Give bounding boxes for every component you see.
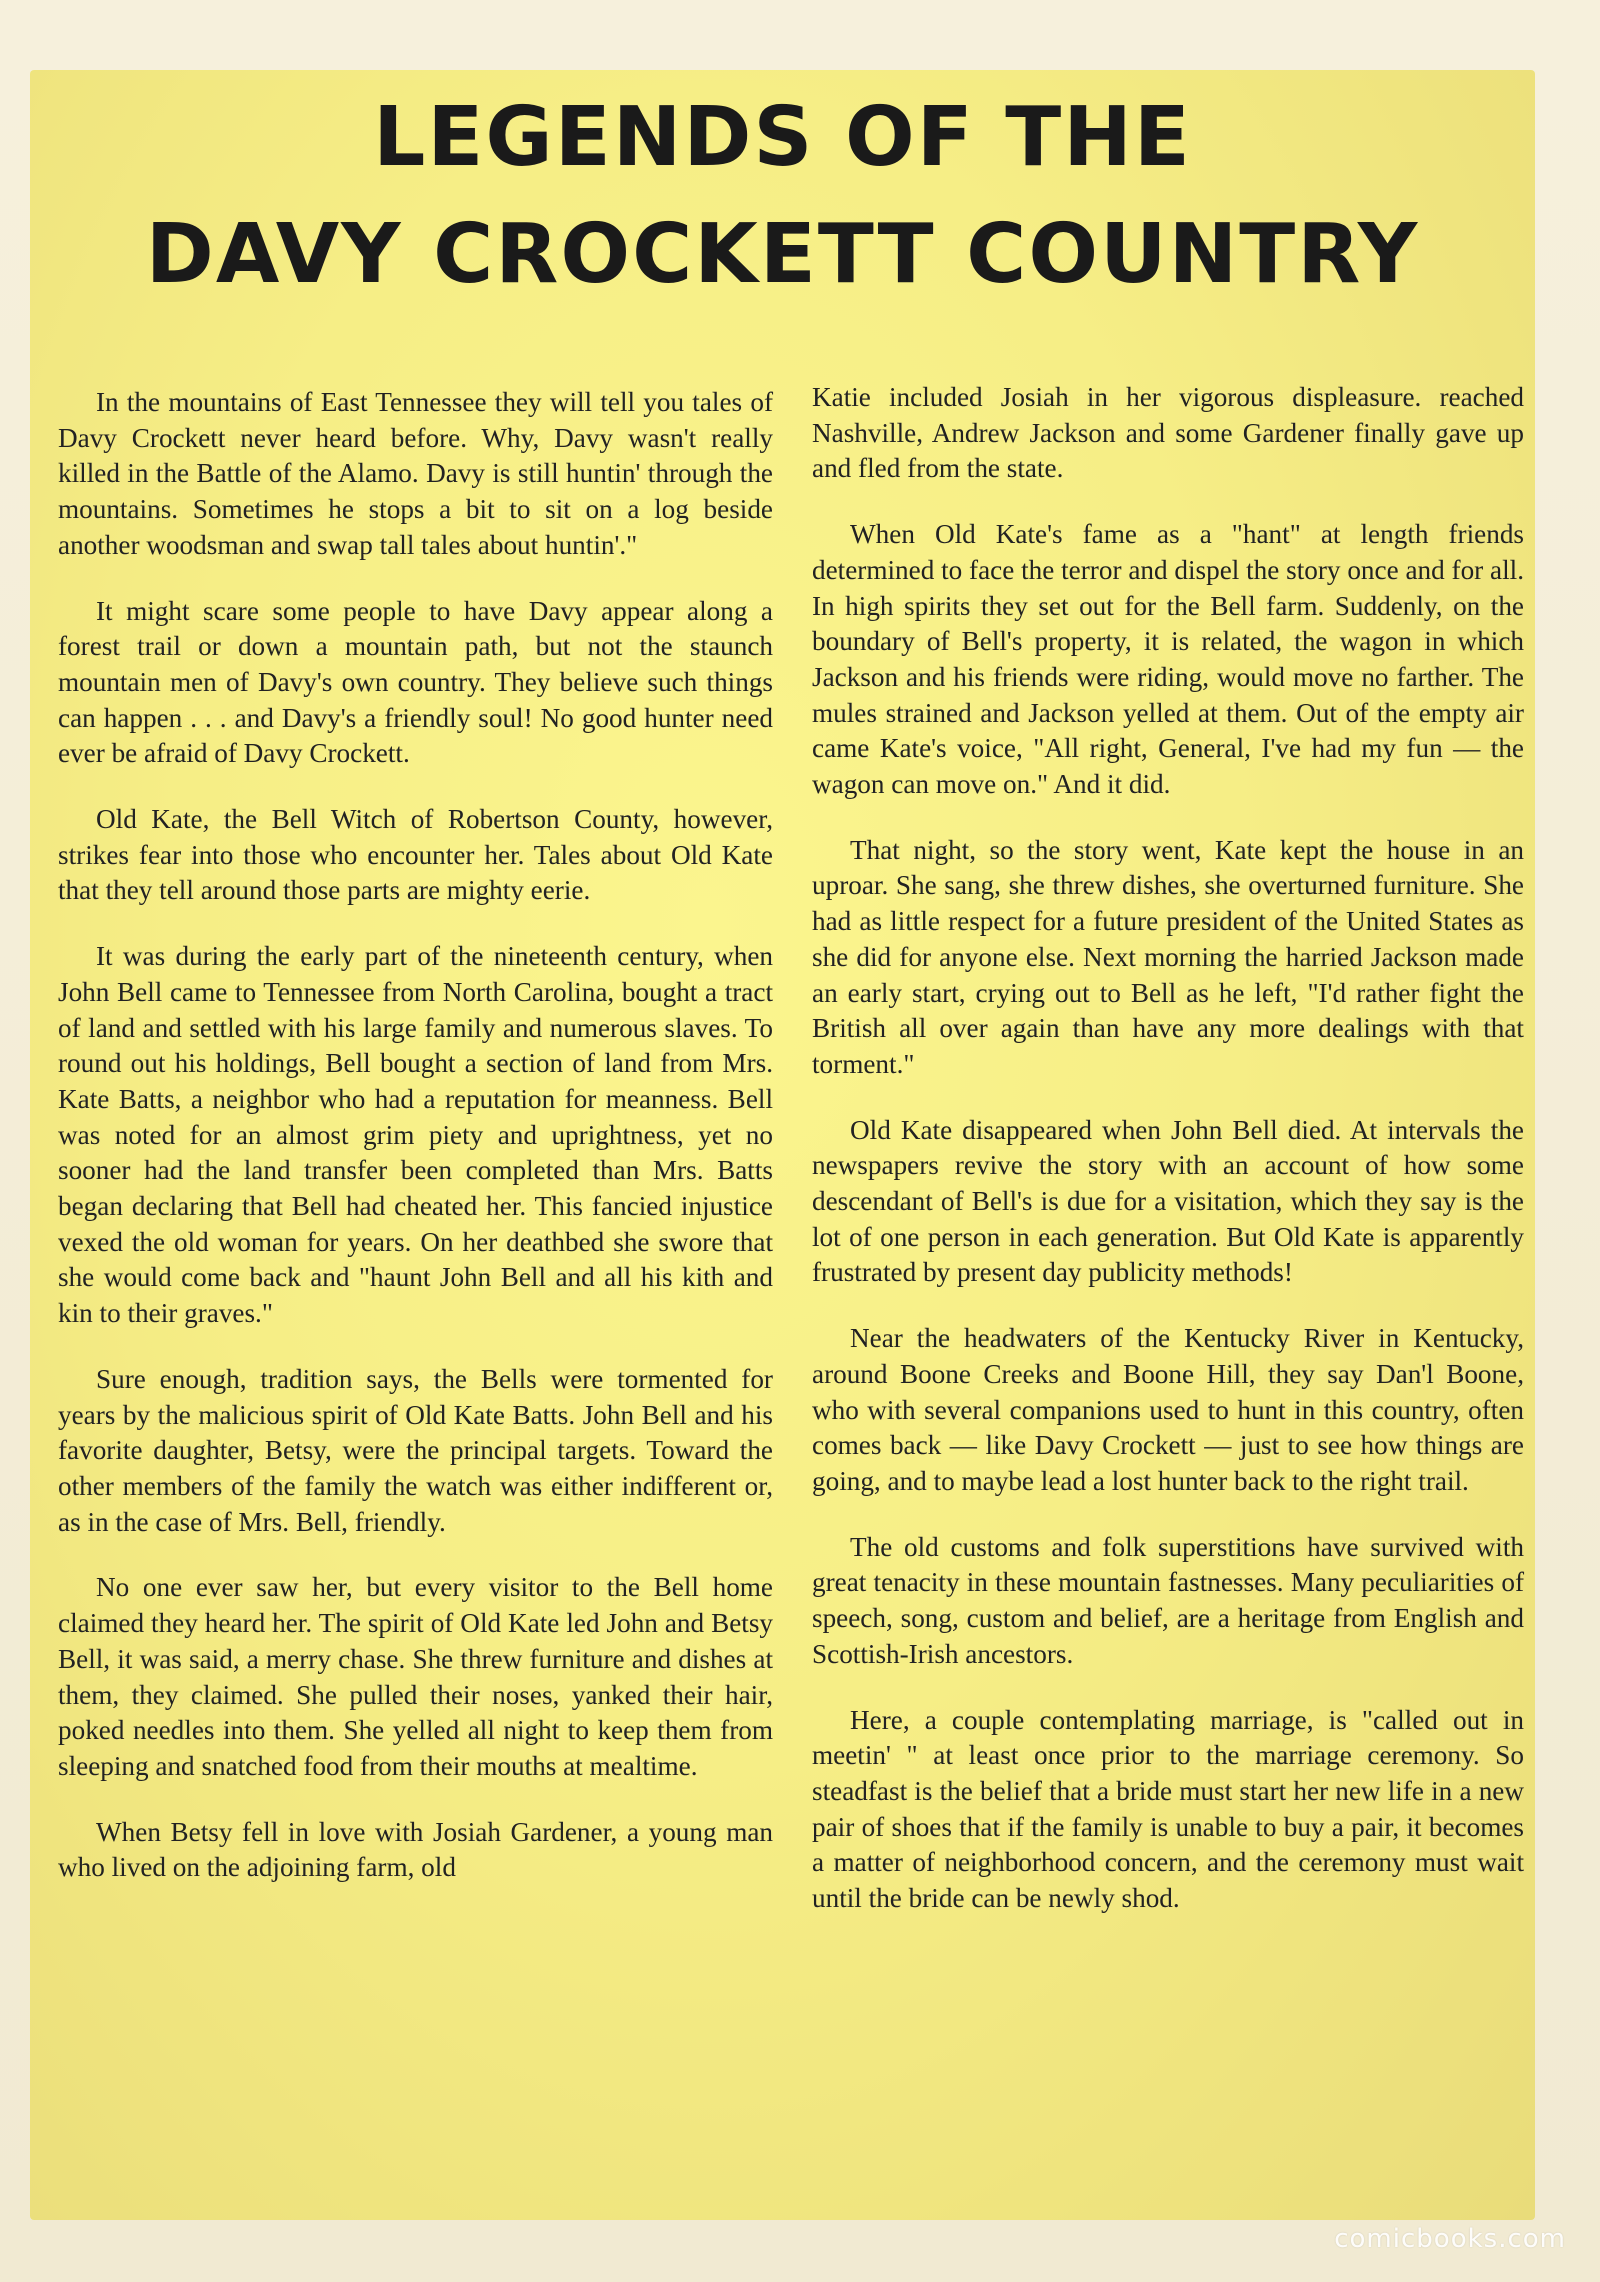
paragraph: No one ever saw her, but every visitor to the Bell home claimed they heard her. The spirit of Old Kate led John and Betsy Bell, it was said, a merry chase. She threw furniture and dishes at them, they claimed. She pulled their noses, yanked their hair, poked needles into them. She yelled all night to keep them from sleeping and snatched food from their mouths at mealtime. xyxy=(58,1572,773,1781)
paragraph: It might scare some people to have Davy appear along a forest trail or down a mountain path, but not the staunch mountain men of Davy's own country. They believe such things can happen . . . and Davy's a friendly soul! No good hunter need ever be afraid of Davy Crockett. xyxy=(58,595,773,769)
paragraph: Katie included Josiah in her vigorous displeasure. reached Nashville, Andrew Jackson and some Gardener finally gave up and fled from the state. xyxy=(812,382,1524,484)
paragraph: That night, so the story went, Kate kept the house in an uproar. She sang, she threw dishes, she overturned furniture. She had as little respect for a future president of the United States as she did for anyone else. Next morning the harried Jackson made an early start, crying out to Bell as he left, "I'd rather fight the British all over again than have any more dealings with that torment." xyxy=(812,834,1524,1079)
paragraph: Near the headwaters of the Kentucky River in Kentucky, around Boone Creeks and Boone Hill, they say Dan'l Boone, who with several companions used to hunt in this country, often comes back — like Davy Crockett — just to see how things are going, and to maybe lead a lost hunter back to the right trail. xyxy=(812,1323,1524,1496)
paragraph: Sure enough, tradition says, the Bells were tormented for years by the malicious spirit of Old Kate Batts. John Bell and his favorite daughter, Betsy, were the principal targets. Toward the other members of the family the watch was either indifferent or, as in the case of Mrs. Bell, friendly. xyxy=(58,1363,773,1537)
left-text-column xyxy=(58,385,773,1916)
page-title-line-2: DAVY CROCKETT COUNTRY xyxy=(145,207,1420,302)
paragraph: It was during the early part of the nineteenth century, when John Bell came to Tennessee from North Carolina, bought a tract of land and settled with his large family and numerous slaves. To round out his holdings, Bell bought a section of land from Mrs. Kate Batts, a neighbor who had a reputation for meanness. Bell was noted for an almost grim piety and uprightness, yet no sooner had the land transfer been completed than Mrs. Batts began declaring that Bell had cheated her. This fancied injustice vexed the old woman for years. On her deathbed she swore that she would come back and "haunt John Bell and all his kith and kin to their graves." xyxy=(58,941,773,1329)
paragraph: Old Kate, the Bell Witch of Robertson County, however, strikes fear into those who encounter her. Tales about Old Kate that they tell around those parts are mighty eerie. xyxy=(58,804,773,906)
paragraph: Here, a couple contemplating marriage, is "called out in meetin' " at least once prior to the marriage ceremony. So steadfast is the belief that a bride must start her new life in a new pair of shoes that if the family is unable to buy a pair, it becomes a matter of neighborhood concern, and the ceremony must wait until the bride can be newly shod. xyxy=(812,1704,1524,1914)
right-text-column xyxy=(812,380,1524,1947)
paragraph: When Old Kate's fame as a "hant" at length friends determined to face the terror and dispel the story once and for all. In high spirits they set out for the Bell farm. Suddenly, on the boundary of Bell's property, it is related, the wagon in which Jackson and his friends were riding, would move no farther. The mules strained and Jackson yelled at them. Out of the empty air came Kate's voice, "All right, General, I've had my fun — the wagon can move on." And it did. xyxy=(812,519,1524,800)
page-title-line-1: LEGENDS OF THE xyxy=(373,90,1192,185)
paragraph: The old customs and folk superstitions have survived with great tenacity in these mountain fastnesses. Many peculiarities of speech, song, custom and belief, are a heritage from English and Scottish-Irish ancestors. xyxy=(812,1531,1524,1669)
paragraph: Old Kate disappeared when John Bell died. At intervals the newspapers revive the story with an account of how some descendant of Bell's is due for a visitation, which they say is the lot of one person in each generation. But Old Kate is apparently frustrated by present day publicity methods! xyxy=(812,1114,1524,1288)
paragraph: In the mountains of East Tennessee they will tell you tales of Davy Crockett never heard before. Why, Davy wasn't really killed in the Battle of the Alamo. Davy is still huntin' through the mountains. Sometimes he stops a bit to sit on a log beside another woodsman and swap tall tales about huntin'." xyxy=(58,387,773,560)
watermark: comicbooks.com xyxy=(1334,2224,1566,2254)
paragraph: When Betsy fell in love with Josiah Gardener, a young man who lived on the adjoining farm, old xyxy=(58,1816,773,1883)
